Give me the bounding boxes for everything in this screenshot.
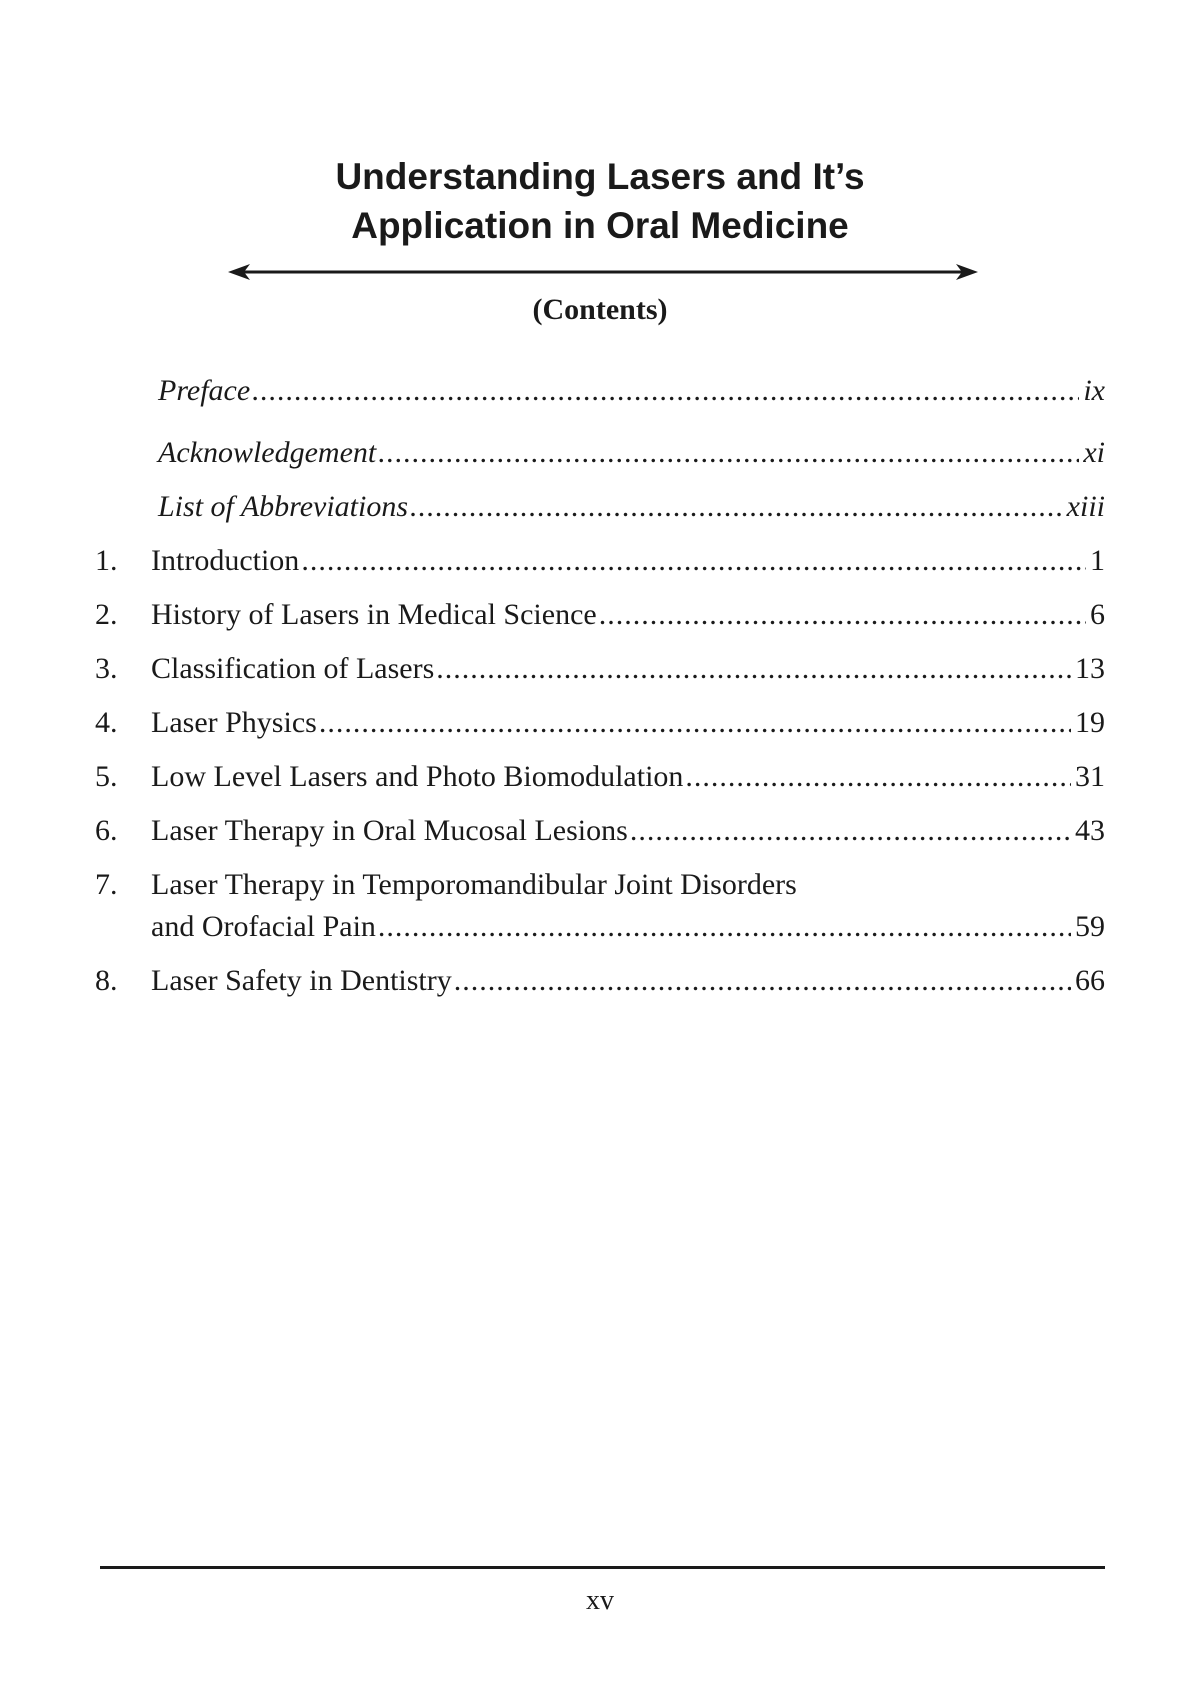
toc-entry-title: Introduction [151, 544, 300, 577]
chapter-number: 7. [95, 868, 118, 901]
toc-entry-title: List of Abbreviations [158, 490, 409, 523]
chapter-number: 4. [95, 706, 118, 739]
toc-page-number: 66 [1075, 964, 1105, 997]
book-title [0, 152, 1200, 250]
footer-rule [100, 1566, 1105, 1569]
dot-leader [630, 810, 1071, 852]
page-folio: xv [586, 1585, 614, 1616]
toc-entry-title: Laser Safety in Dentistry [151, 964, 452, 997]
chapter-number: 8. [95, 964, 118, 997]
toc-entry-title: Acknowledgement [158, 436, 377, 469]
toc-entry-title-continued: and Orofacial Pain [151, 910, 376, 943]
dot-leader [252, 370, 1079, 412]
toc-page-number: 13 [1075, 652, 1105, 685]
toc-page-number: ix [1083, 374, 1105, 407]
toc-page-number: 43 [1075, 814, 1105, 847]
toc-page-number: 19 [1075, 706, 1105, 739]
toc-entry-title: Laser Therapy in Temporomandibular Joint Disorders [151, 868, 797, 901]
dot-leader [378, 906, 1071, 948]
book-title-line-2: Application in Oral Medicine [351, 205, 849, 246]
chapter-number: 5. [95, 760, 118, 793]
toc-page-number: 6 [1090, 598, 1105, 631]
toc-page-number: 1 [1090, 544, 1105, 577]
chapter-number: 3. [95, 652, 118, 685]
chapter-number: 1. [95, 544, 118, 577]
dot-leader [454, 960, 1071, 1002]
toc-entry-title: History of Lasers in Medical Science [151, 598, 597, 631]
toc-entry-title: Laser Therapy in Oral Mucosal Lesions [151, 814, 628, 847]
dot-leader [378, 432, 1079, 474]
dot-leader [599, 594, 1086, 636]
toc-entry-title: Laser Physics [151, 706, 317, 739]
toc-page-number: 31 [1075, 760, 1105, 793]
double-arrow-rule [228, 262, 978, 282]
toc-page-number: 59 [1075, 910, 1105, 943]
toc-page-number: xiii [1066, 490, 1105, 523]
dot-leader [436, 648, 1071, 690]
contents-heading: (Contents) [532, 293, 668, 326]
dot-leader [319, 702, 1071, 744]
dot-leader [410, 486, 1063, 528]
toc-page-number: xi [1083, 436, 1105, 469]
toc-entry-title: Preface [158, 374, 251, 407]
dot-leader [685, 756, 1071, 798]
book-title-line-1: Understanding Lasers and It’s [335, 156, 865, 197]
toc-entry-title: Classification of Lasers [151, 652, 435, 685]
toc-entry-chapter-7[interactable] [95, 864, 1105, 948]
dot-leader [301, 540, 1086, 582]
toc-entry-title: Low Level Lasers and Photo Biomodulation [151, 760, 684, 793]
chapter-number: 6. [95, 814, 118, 847]
chapter-number: 2. [95, 598, 118, 631]
